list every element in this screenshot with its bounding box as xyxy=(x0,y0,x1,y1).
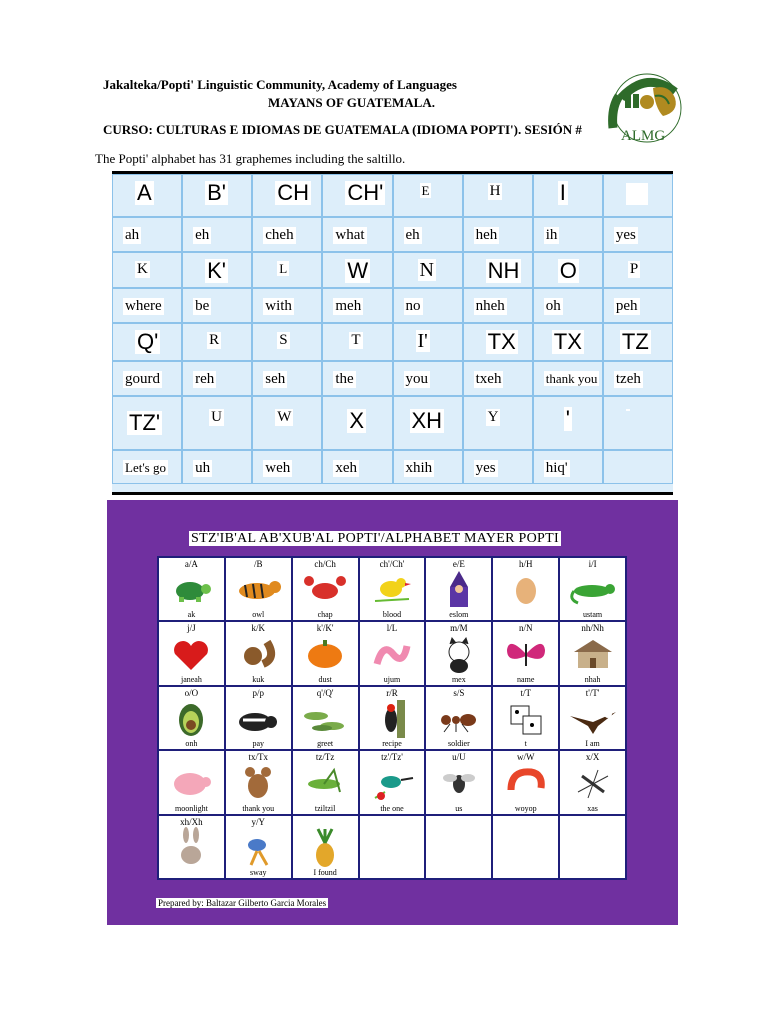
poster-cell-label: e/E xyxy=(452,559,465,569)
alphabet-sound-cell xyxy=(463,217,533,252)
poster-cell xyxy=(425,815,492,879)
poster-cell-word: moonlight xyxy=(174,803,208,813)
alphabet-letter: R xyxy=(209,332,220,348)
alphabet-sound: reh xyxy=(195,371,215,387)
alphabet-letter-cell xyxy=(393,396,463,450)
poster-cell-word: onh xyxy=(185,739,198,749)
alphabet-letter: ' xyxy=(565,406,570,431)
almg-logo xyxy=(605,68,690,150)
alphabet-sound-cell xyxy=(112,217,182,252)
alphabet-sound-cell xyxy=(393,217,463,252)
alphabet-letter: XH xyxy=(411,408,443,433)
alphabet-sound: yes xyxy=(615,227,636,243)
alphabet-letter: U xyxy=(211,409,222,425)
poster-cell-word: greet xyxy=(317,739,334,749)
grasshopper-icon xyxy=(300,762,350,802)
alphabet-letter-cell xyxy=(182,252,252,288)
alphabet-sound-cell xyxy=(603,361,673,396)
alphabet-sound-cell xyxy=(533,361,603,396)
poster-cell-label: /B xyxy=(254,559,263,569)
poster-cell xyxy=(292,750,359,814)
alphabet-sound-cell xyxy=(182,288,252,323)
poster-cell xyxy=(425,621,492,685)
alphabet-sound: tzeh xyxy=(615,371,641,387)
alphabet-sound-cell xyxy=(322,288,392,323)
house-icon xyxy=(568,634,618,674)
squirrel-icon xyxy=(233,634,283,674)
alphabet-sound: heh xyxy=(475,227,498,243)
alphabet-sound: ih xyxy=(545,227,558,243)
poster-cell-word: xas xyxy=(587,803,598,813)
alphabet-letter: A xyxy=(137,180,152,205)
tiger-icon xyxy=(233,569,283,609)
poster-cell xyxy=(225,557,292,621)
alphabet-sound: ah xyxy=(125,227,140,243)
eagle-icon xyxy=(568,698,618,738)
ant-icon xyxy=(434,698,484,738)
pumpkin-icon xyxy=(300,634,350,674)
poster-cell-word: thank you xyxy=(242,803,275,813)
alphabet-sound-cell xyxy=(252,361,322,396)
poster-cell-word: janeah xyxy=(180,674,202,684)
alphabet-letter-cell xyxy=(533,323,603,361)
alphabet-sound-cell xyxy=(393,288,463,323)
poster-cell-label: p/p xyxy=(252,687,265,698)
poster-cell-word: woyop xyxy=(514,803,537,813)
alphabet-sound: with xyxy=(265,298,292,314)
poster-cell xyxy=(225,750,292,814)
alphabet-sound: meh xyxy=(335,298,362,314)
beans-icon xyxy=(300,698,350,738)
alphabet-letter: K xyxy=(137,261,148,277)
wizard-icon xyxy=(434,569,484,609)
alphabet-sound: seh xyxy=(265,371,286,387)
poster-cell-label: a/A xyxy=(184,559,198,569)
alphabet-letter: TX xyxy=(487,329,516,354)
alphabet-sound: hiq' xyxy=(545,460,568,476)
alphabet-sound-cell xyxy=(322,217,392,252)
poster-cell-label: u/U xyxy=(452,752,466,763)
crab-icon xyxy=(300,569,350,609)
alphabet-sound-cell xyxy=(463,450,533,484)
alphabet-letter xyxy=(626,183,648,205)
poster-cell xyxy=(492,557,559,621)
alphabet-letter: N xyxy=(419,259,434,281)
poster-cell-word: chap xyxy=(317,610,333,620)
poster-cell xyxy=(292,621,359,685)
poster-cell-label: w/W xyxy=(516,752,535,763)
mosquito-icon xyxy=(568,762,618,802)
alphabet-sound: what xyxy=(335,227,365,243)
alphabet-sound: Let's go xyxy=(125,460,166,475)
poster-cell-word: mex xyxy=(451,674,466,684)
alphabet-letter: CH' xyxy=(347,180,384,205)
avocado-icon xyxy=(166,698,216,738)
alphabet-letter-cell xyxy=(252,252,322,288)
poster-cell xyxy=(425,750,492,814)
alphabet-sound: yes xyxy=(475,460,496,476)
alphabet-sound-cell xyxy=(603,288,673,323)
alphabet-sound-cell xyxy=(393,361,463,396)
butterfly-icon xyxy=(501,634,551,674)
header-line-3: CURSO: CULTURAS E IDIOMAS DE GUATEMALA (IDIOMA POPTI'). SESIÓN # xyxy=(103,122,582,137)
poster-cell xyxy=(292,686,359,750)
alphabet-letter-cell xyxy=(112,396,182,450)
alphabet-sound-cell xyxy=(182,361,252,396)
alphabet-sound-cell xyxy=(603,217,673,252)
poster-cell-label: t/T xyxy=(520,687,531,698)
alphabet-letter-cell xyxy=(393,252,463,288)
alphabet-letter-cell xyxy=(603,174,673,217)
header-line-2: MAYANS OF GUATEMALA. xyxy=(268,95,435,110)
poster-cell xyxy=(359,815,426,879)
header-line-1: Jakalteka/Popti' Linguistic Community, Academy of Languages xyxy=(103,77,457,92)
worm-icon xyxy=(367,634,417,674)
poster-title: STZ'IB'AL AB'XUB'AL POPTI'/ALPHABET MAYER POPTI xyxy=(191,531,559,546)
poster-cell-label: k'/K' xyxy=(316,623,334,634)
heart-icon xyxy=(166,634,216,674)
alphabet-letter: TZ xyxy=(621,329,649,354)
alphabet-letter-cell xyxy=(463,174,533,217)
poster-cell xyxy=(292,557,359,621)
alphabet-letter: B' xyxy=(207,180,226,205)
poster-cell-label: o/O xyxy=(184,687,199,698)
poster-cell-label: tz/Tz xyxy=(315,752,335,763)
alphabet-letter-cell xyxy=(603,252,673,288)
poster-cell-label: tx/Tx xyxy=(248,752,269,763)
alphabet-letter: I xyxy=(559,180,566,205)
poster-cell-word: I found xyxy=(313,868,337,877)
poster-cell-word: owl xyxy=(252,610,265,620)
poster-cell-label: n/N xyxy=(518,623,533,634)
turtle-icon xyxy=(166,569,216,609)
poster-cell xyxy=(359,557,426,621)
poster-cell-label: y/Y xyxy=(251,816,266,827)
alphabet-letter: P xyxy=(629,261,639,277)
poster-cell xyxy=(559,815,626,879)
poster-grid xyxy=(157,556,627,880)
poster-cell xyxy=(359,750,426,814)
alphabet-sound-cell xyxy=(322,450,392,484)
poster-cell-label: tz'/Tz' xyxy=(381,752,403,763)
poster-cell xyxy=(425,557,492,621)
alphabet-letter-cell xyxy=(463,396,533,450)
dice-icon xyxy=(501,698,551,738)
alphabet-sound-cell xyxy=(252,288,322,323)
alphabet-sound: xeh xyxy=(335,460,358,476)
alphabet-letter: TZ' xyxy=(129,410,161,435)
alphabet-sound: oh xyxy=(545,298,561,314)
poster-cell-label: h/H xyxy=(518,559,533,569)
poster-cell-word: pay xyxy=(252,739,265,749)
poster-cell xyxy=(492,815,559,879)
poster-cell xyxy=(559,750,626,814)
poster-cell-word: sway xyxy=(250,868,267,877)
intro-text: The Popti' alphabet has 31 graphemes including the saltillo. xyxy=(95,151,406,166)
alphabet-letter-cell xyxy=(182,396,252,450)
poster-cell xyxy=(158,750,225,814)
alphabet-sound: where xyxy=(125,298,162,314)
alphabet-sound: the xyxy=(335,371,354,387)
poster-cell-word: eslom xyxy=(449,610,469,620)
alphabet-sound-cell xyxy=(112,450,182,484)
alphabet-sound: peh xyxy=(615,298,638,314)
alphabet-sound-cell xyxy=(182,450,252,484)
poster-cell xyxy=(158,557,225,621)
alphabet-letter-cell xyxy=(603,396,673,450)
alphabet-letter-cell xyxy=(112,174,182,217)
alphabet-letter-cell xyxy=(463,323,533,361)
poster-cell xyxy=(158,621,225,685)
egg-icon xyxy=(501,569,551,609)
alphabet-sound: txeh xyxy=(475,371,502,387)
poster-cell-label: j/J xyxy=(187,623,196,634)
poster-cell-label: r/R xyxy=(386,687,398,698)
cat-icon xyxy=(434,634,484,674)
poster-cell-word: dust xyxy=(318,674,332,684)
alphabet-letter: Y xyxy=(487,409,499,425)
poster-cell-label: nh/Nh xyxy=(581,623,604,634)
alphabet-sound-cell xyxy=(112,288,182,323)
poster-cell-label: l/L xyxy=(386,623,398,634)
hummingbird-icon xyxy=(367,762,417,802)
alphabet-sound: no xyxy=(405,298,421,314)
alphabet-sound: you xyxy=(405,371,428,387)
poster-cell-label: s/S xyxy=(453,687,465,698)
poster-cell-word: tziltzil xyxy=(314,803,336,813)
roadrunner-icon xyxy=(233,827,283,867)
alphabet-letter-cell xyxy=(252,323,322,361)
poster-cell xyxy=(492,686,559,750)
alphabet-letter: W xyxy=(347,258,369,283)
alphabet-letter xyxy=(626,409,630,411)
alphabet-table xyxy=(112,171,673,495)
alphabet-sound: weh xyxy=(265,460,291,476)
alphabet-sound: cheh xyxy=(265,227,294,243)
poster-cell-label: i/I xyxy=(588,559,597,569)
alphabet-sound-cell xyxy=(533,450,603,484)
poster-cell-label: k/K xyxy=(251,623,266,634)
alphabet-letter: E xyxy=(421,183,430,198)
alphabet-letter-cell xyxy=(603,323,673,361)
bird-icon xyxy=(367,569,417,609)
woodpecker-icon xyxy=(367,698,417,738)
poster-cell-label: t'/T' xyxy=(585,687,600,698)
poster-cell-label: ch'/Ch' xyxy=(379,559,405,569)
alphabet-letter: X xyxy=(349,408,365,433)
poster-cell-word: ujum xyxy=(383,674,401,684)
alphabet-letter-cell xyxy=(322,323,392,361)
alphabet-sound-cell xyxy=(252,450,322,484)
poster-cell-word: soldier xyxy=(447,739,470,749)
poster-cell xyxy=(559,621,626,685)
alphabet-sound-cell xyxy=(533,217,603,252)
poster-cell-word: name xyxy=(517,674,535,684)
poster-cell xyxy=(425,686,492,750)
alphabet-letter-cell xyxy=(393,174,463,217)
alphabet-letter-cell xyxy=(533,174,603,217)
alphabet-sound-cell xyxy=(393,450,463,484)
alphabet-sound: gourd xyxy=(125,371,160,387)
alphabet-letter: H xyxy=(489,183,501,199)
alphabet-sound: uh xyxy=(195,460,211,476)
alphabet-sound: eh xyxy=(405,227,420,243)
poster-cell-label: xh/Xh xyxy=(180,816,203,827)
alphabet-letter-cell xyxy=(182,174,252,217)
poster-cell-word: nhah xyxy=(584,674,601,684)
alphabet-letter: W xyxy=(277,409,292,425)
alphabet-sound-cell xyxy=(112,361,182,396)
logo-text: ALMG xyxy=(621,128,666,144)
alphabet-letter-cell xyxy=(393,323,463,361)
alphabet-letter: K' xyxy=(207,258,226,283)
alphabet-letter: S xyxy=(279,332,288,348)
alphabet-letter: T xyxy=(351,332,361,348)
pig-icon xyxy=(166,762,216,802)
poster-cell xyxy=(225,815,292,879)
rabbit-icon xyxy=(166,827,216,867)
poster-cell-label: ch/Ch xyxy=(314,559,336,569)
mouse-icon xyxy=(233,762,283,802)
poster-cell-word: us xyxy=(455,803,463,813)
poster-cell xyxy=(359,621,426,685)
prepared-by: Prepared by: Baltazar Gilberto Garcia Morales xyxy=(158,898,327,908)
alphabet-letter: O xyxy=(559,258,577,283)
poster-cell xyxy=(359,686,426,750)
poster-cell-word: t xyxy=(524,739,527,749)
skunk-icon xyxy=(233,698,283,738)
alphabet-sound-cell xyxy=(463,288,533,323)
poster-cell xyxy=(492,621,559,685)
poster-cell-word: recipe xyxy=(382,739,402,749)
poster-cell-word: ak xyxy=(187,610,196,620)
alphabet-letter: NH xyxy=(487,258,520,283)
alphabet-letter: L xyxy=(279,261,288,276)
alphabet-letter-cell xyxy=(533,396,603,450)
alphabet-letter-cell xyxy=(463,252,533,288)
poster-cell xyxy=(292,815,359,879)
poster-cell xyxy=(225,686,292,750)
alphabet-sound-cell xyxy=(252,217,322,252)
alphabet-sound: eh xyxy=(195,227,210,243)
alphabet-letter-cell xyxy=(252,396,322,450)
poster-cell xyxy=(225,621,292,685)
poster-cell-label: x/X xyxy=(585,752,600,763)
poster-cell-word: blood xyxy=(382,610,402,620)
alphabet-letter: I' xyxy=(417,330,428,352)
poster-cell-word: ustam xyxy=(583,610,603,620)
alphabet-sound-cell xyxy=(182,217,252,252)
poster-cell xyxy=(559,686,626,750)
alphabet-letter-cell xyxy=(322,396,392,450)
alphabet-letter: TX xyxy=(553,329,582,354)
alphabet-sound: nheh xyxy=(475,298,505,314)
poster-cell-label: m/M xyxy=(450,623,468,634)
pineapple-icon xyxy=(300,827,350,867)
poster-cell xyxy=(492,750,559,814)
alphabet-letter: Q' xyxy=(137,329,159,354)
alphabet-sound: be xyxy=(195,298,210,314)
poster-cell xyxy=(158,686,225,750)
alphabet-sound: xhih xyxy=(405,460,433,476)
alphabet-sound-cell xyxy=(603,450,673,484)
alphabet-letter-cell xyxy=(322,174,392,217)
poster-cell xyxy=(559,557,626,621)
fly-icon xyxy=(434,762,484,802)
alphabet-letter-cell xyxy=(182,323,252,361)
alphabet-sound: thank you xyxy=(545,371,598,386)
alphabet-sound-cell xyxy=(322,361,392,396)
poster-cell-label: q'/Q' xyxy=(316,687,334,698)
alphabet-letter-cell xyxy=(533,252,603,288)
alphabet-letter: CH xyxy=(277,180,310,205)
poster-cell-word: the one xyxy=(380,803,404,813)
iguana-icon xyxy=(568,569,618,609)
alphabet-letter-cell xyxy=(322,252,392,288)
poster-cell-word: kuk xyxy=(252,674,265,684)
poster-cell xyxy=(158,815,225,879)
alphabet-letter-cell xyxy=(112,323,182,361)
poster-cell-word: I am xyxy=(585,739,600,749)
alphabet-sound-cell xyxy=(463,361,533,396)
shrimp-icon xyxy=(501,762,551,802)
alphabet-letter-cell xyxy=(112,252,182,288)
alphabet-sound-cell xyxy=(533,288,603,323)
alphabet-letter-cell xyxy=(252,174,322,217)
